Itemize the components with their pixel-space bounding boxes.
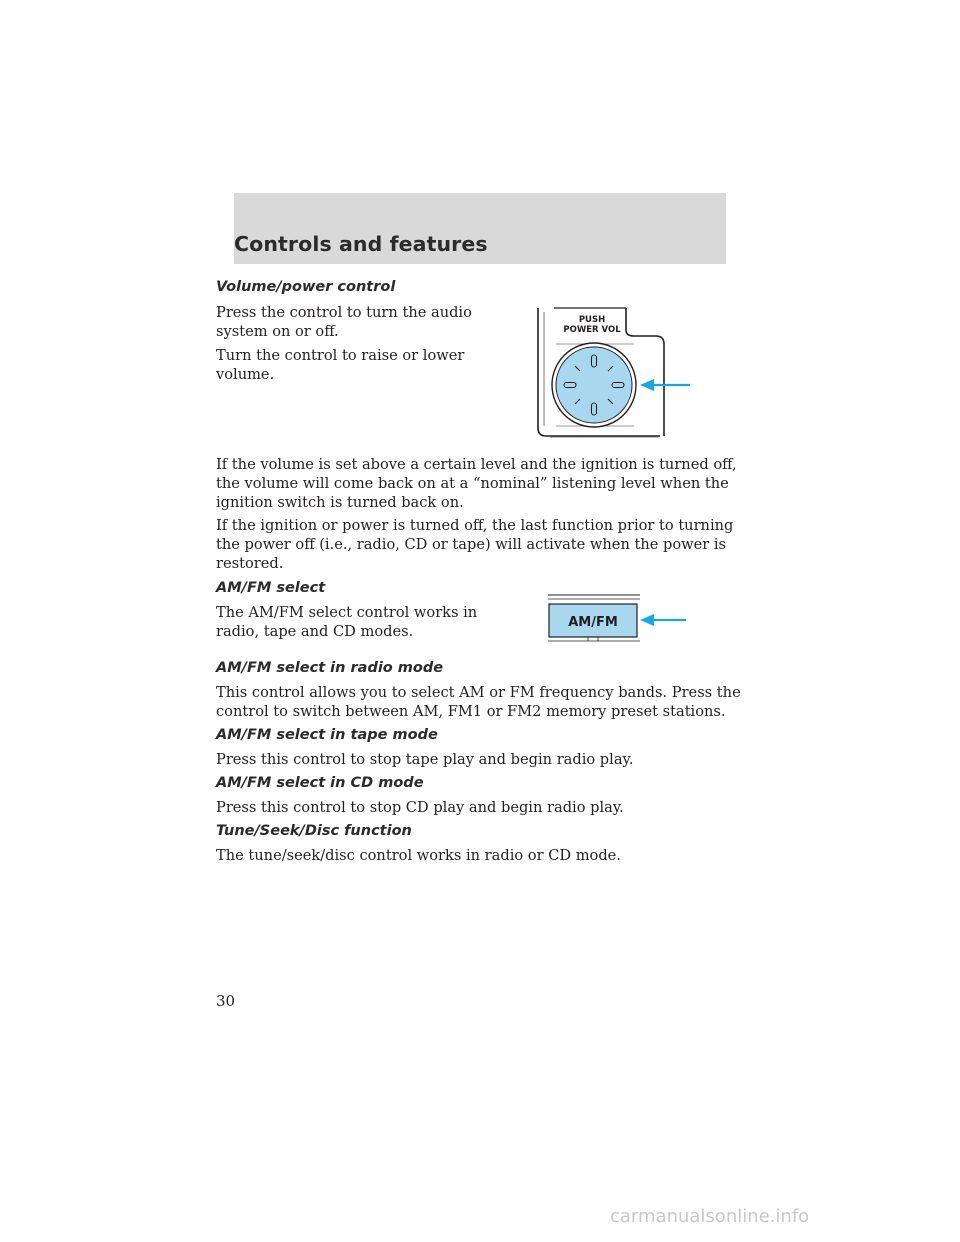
radio-mode-text-line: control to switch between AM, FM1 or FM2 memory preset stations. [216,703,726,720]
tune-text: The tune/seek/disc control works in radio or CD mode. [216,847,621,864]
volume-knob-illustration [530,300,710,442]
volume-para1-line: the volume will come back on at a “nominal” listening level when the [216,475,729,492]
volume-heading: Volume/power control [216,279,396,295]
volume-para1-line: If the volume is set above a certain level and the ignition is turned off, [216,456,737,473]
tape-mode-heading: AM/FM select in tape mode [216,727,438,743]
watermark: carmanualsonline.info [610,1206,810,1227]
volume-para2-line: If the ignition or power is turned off, the last function prior to turning [216,517,734,534]
volume-para1-line: ignition switch is turned back on. [216,494,464,511]
amfm-text-line: The AM/FM select control works in [216,604,478,621]
knob-label-power-vol: POWER VOL [563,325,621,335]
tune-heading: Tune/Seek/Disc function [216,823,412,839]
amfm-heading: AM/FM select [216,580,326,596]
volume-text-line: system on or off. [216,323,339,340]
amfm-text-line: radio, tape and CD modes. [216,623,414,640]
cd-mode-heading: AM/FM select in CD mode [216,775,424,791]
radio-mode-text-line: This control allows you to select AM or FM frequency bands. Press the [216,684,741,701]
volume-text-line: Turn the control to raise or lower [216,347,465,364]
tape-mode-text: Press this control to stop tape play and begin radio play. [216,751,634,768]
amfm-button-illustration [540,592,690,648]
volume-text-line: Press the control to turn the audio [216,304,472,321]
volume-para2-line: the power off (i.e., radio, CD or tape) will activate when the power is [216,536,727,553]
volume-para2-line: restored. [216,555,284,572]
radio-mode-heading: AM/FM select in radio mode [216,660,444,676]
knob-label-push: PUSH [578,315,606,325]
cd-mode-text: Press this control to stop CD play and begin radio play. [216,799,624,816]
amfm-button-label: AM/FM [568,615,618,630]
page-title: Controls and features [234,232,488,256]
volume-text-line: volume. [216,366,275,383]
page-number: 30 [216,992,236,1010]
